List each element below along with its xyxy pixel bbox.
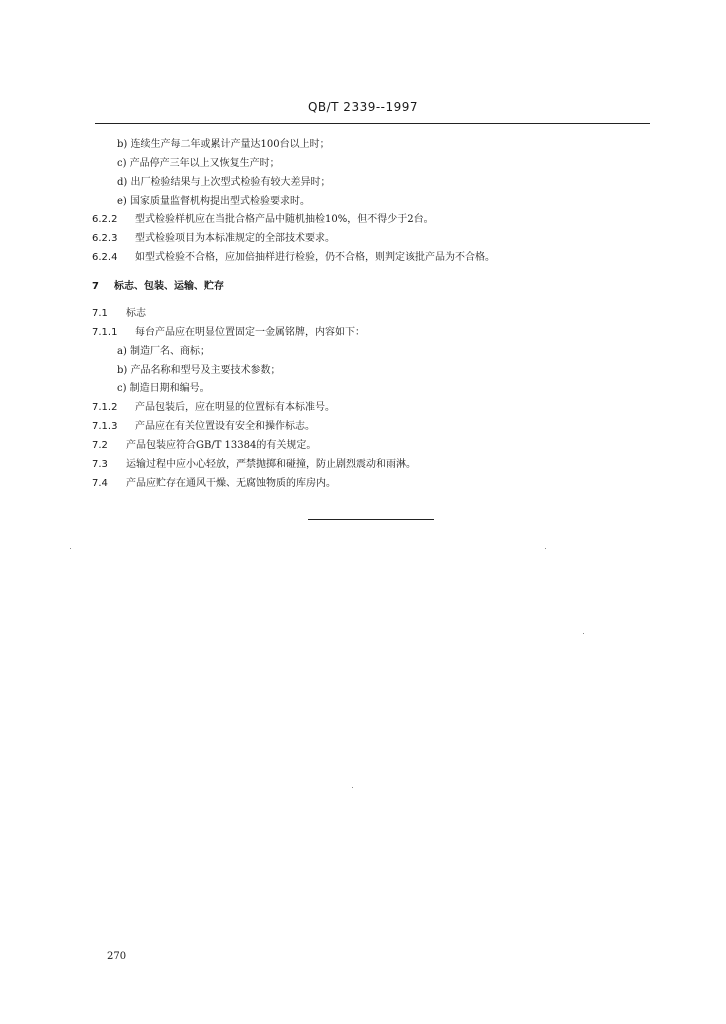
clause-text: 如型式检验不合格，应加倍抽样进行检验，仍不合格，则判定该批产品为不合格。	[135, 252, 495, 263]
list-item	[117, 176, 330, 189]
list-item	[117, 382, 210, 395]
clause-number: 6.2.4	[92, 252, 118, 263]
scan-speck	[583, 633, 584, 634]
list-item	[117, 138, 330, 151]
scan-speck	[70, 548, 71, 549]
clause-number: 7.1.1	[92, 327, 118, 338]
line-text: c) 制造日期和编号。	[117, 383, 210, 394]
clause-number: 7.4	[92, 478, 108, 489]
clause	[92, 477, 336, 490]
list-item	[117, 195, 310, 208]
clause-number: 6.2.3	[92, 233, 118, 244]
clause-text: 型式检验项目为本标准规定的全部技术要求。	[135, 233, 335, 244]
clause-text: 每台产品应在明显位置固定一金属铭牌，内容如下：	[135, 327, 365, 338]
subsection-title: 标志	[126, 308, 146, 319]
section-heading	[92, 280, 224, 293]
clause	[92, 420, 315, 433]
clause-text: 产品应在有关位置设有安全和操作标志。	[135, 421, 315, 432]
line-text: b) 连续生产每二年或累计产量达100台以上时；	[117, 139, 330, 150]
line-text: b) 产品名称和型号及主要技术参数；	[117, 365, 281, 376]
standard-header: QB/T 2339--1997	[307, 100, 419, 114]
subsection-heading	[92, 307, 146, 320]
clause-text: 产品应贮存在通风干燥、无腐蚀物质的库房内。	[126, 478, 336, 489]
clause-text: 产品包装应符合GB/T 13384的有关规定。	[126, 440, 317, 451]
page-number: 270	[107, 951, 127, 962]
list-item	[117, 345, 210, 358]
clause-number: 7.2	[92, 440, 108, 451]
line-text: e) 国家质量监督机构提出型式检验要求时。	[117, 196, 310, 207]
clause-text: 产品包装后，应在明显的位置标有本标准号。	[135, 402, 335, 413]
clause	[92, 458, 416, 471]
clause	[92, 439, 316, 452]
section-title: 标志、包装、运输、贮存	[114, 281, 224, 292]
scan-speck	[352, 787, 353, 788]
clause	[92, 232, 335, 245]
subsection-number: 7.1	[92, 308, 108, 319]
clause	[92, 251, 495, 264]
clause-number: 7.1.2	[92, 402, 118, 413]
header-rule	[95, 123, 650, 124]
clause	[92, 213, 434, 226]
list-item	[117, 364, 280, 377]
clause-number: 7.3	[92, 459, 108, 470]
line-text: d) 出厂检验结果与上次型式检验有较大差异时；	[117, 177, 331, 188]
line-text: c) 产品停产三年以上又恢复生产时；	[117, 158, 280, 169]
list-item	[117, 157, 280, 170]
clause-number: 6.2.2	[92, 214, 118, 225]
clause-text: 型式检验样机应在当批合格产品中随机抽检10%，但不得少于2台。	[135, 214, 434, 225]
end-rule	[308, 519, 434, 520]
line-text: a) 制造厂名、商标；	[117, 346, 211, 357]
scan-speck	[545, 548, 546, 549]
section-number: 7	[92, 281, 99, 292]
clause	[92, 401, 335, 414]
clause	[92, 326, 365, 339]
clause-number: 7.1.3	[92, 421, 118, 432]
clause-text: 运输过程中应小心轻放，严禁抛掷和碰撞，防止剧烈震动和雨淋。	[126, 459, 416, 470]
